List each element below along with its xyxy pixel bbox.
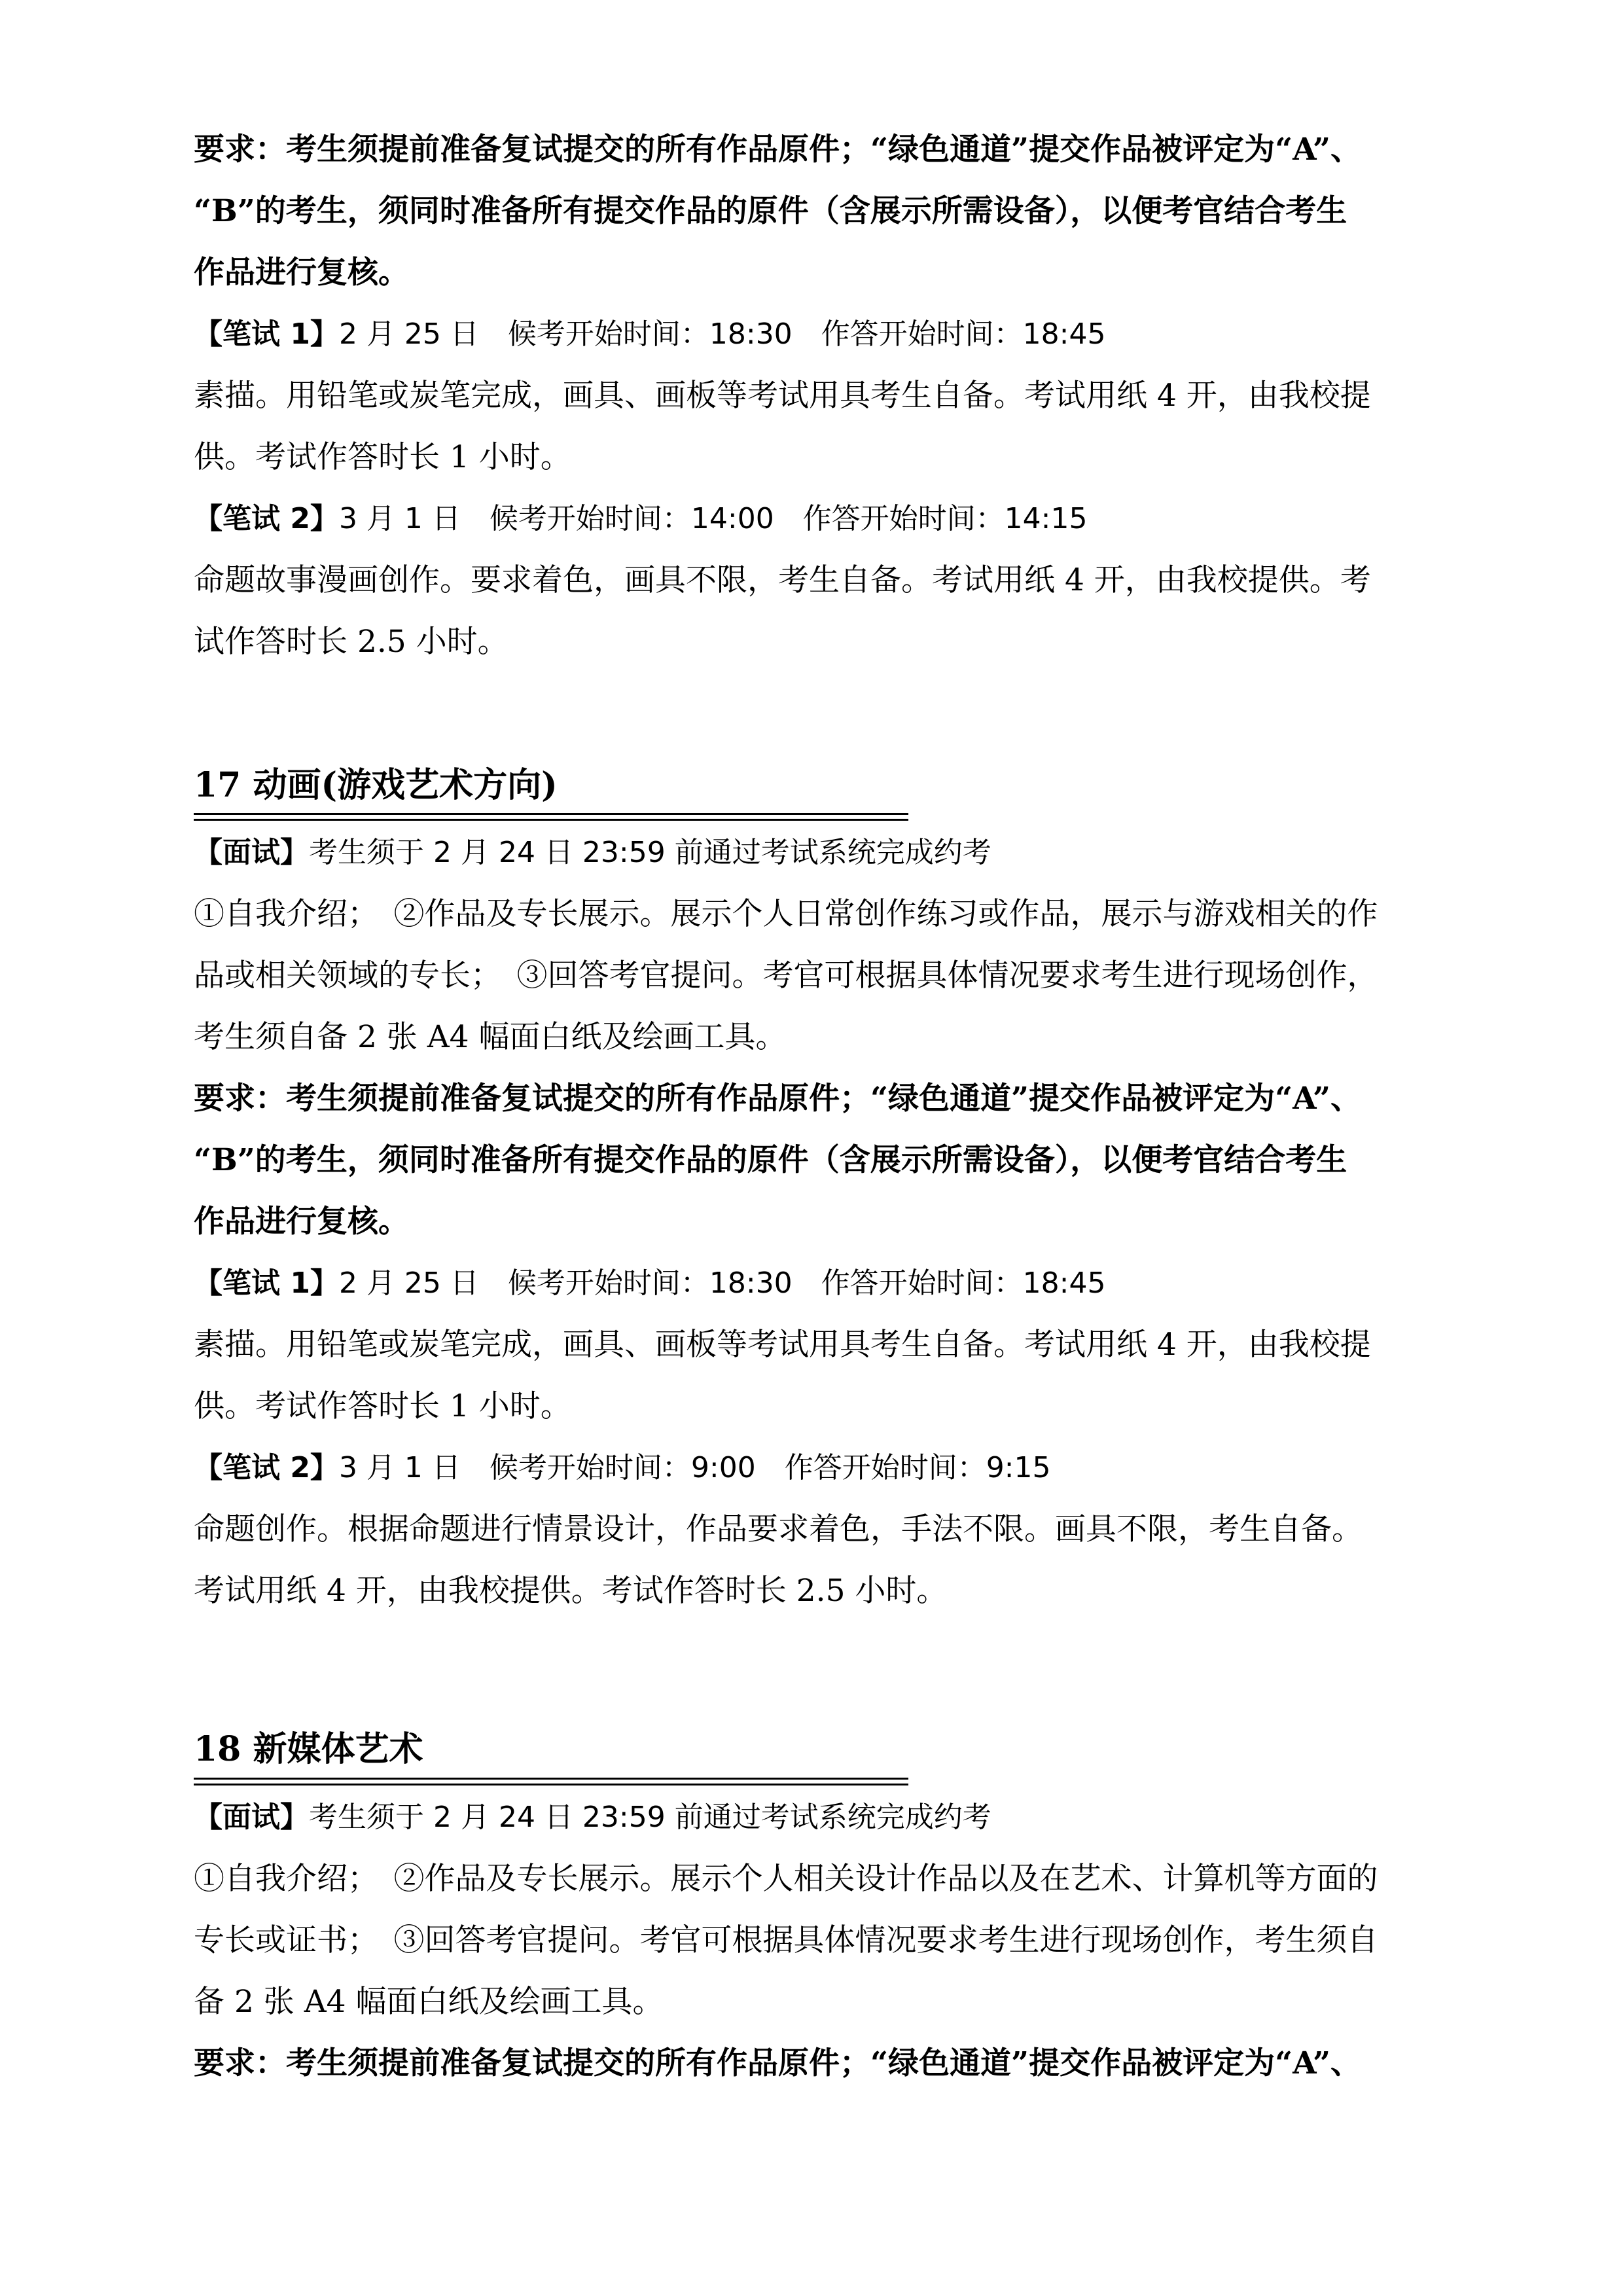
interview-heading bbox=[194, 1787, 1450, 1848]
section-18 bbox=[194, 1723, 1450, 1776]
written-exam-1-heading bbox=[194, 1253, 1450, 1314]
requirement-line: 要求：考生须提前准备复试提交的所有作品原件；“绿色通道”提交作品被评定为“A”、 bbox=[194, 2045, 1362, 2081]
written-exam-2-desc: 试作答时长 2.5 小时。 bbox=[194, 624, 508, 660]
interview-tag: 【面试】 bbox=[194, 836, 309, 869]
written-exam-1-heading bbox=[194, 304, 1450, 365]
written-exam-2-tag: 【笔试 2】 bbox=[194, 1451, 339, 1484]
written-exam-1-info: 2 月 25 日 候考开始时间：18:30 作答开始时间：18:45 bbox=[338, 1266, 1106, 1300]
written-exam-1-tag: 【笔试 1】 bbox=[194, 1266, 339, 1300]
section-18-title-rule bbox=[194, 1778, 908, 1785]
written-exam-1-desc: 素描。用铅笔或炭笔完成，画具、画板等考试用具考生自备。考试用纸 4 开，由我校提 bbox=[194, 378, 1371, 414]
written-exam-1-desc: 素描。用铅笔或炭笔完成，画具、画板等考试用具考生自备。考试用纸 4 开，由我校提 bbox=[194, 1327, 1371, 1363]
requirement-line: “B”的考生，须同时准备所有提交作品的原件（含展示所需设备），以便考官结合考生 bbox=[194, 193, 1347, 229]
written-exam-2-heading bbox=[194, 488, 1450, 550]
written-exam-2-info: 3 月 1 日 候考开始时间：9:00 作答开始时间：9:15 bbox=[338, 1451, 1051, 1484]
section-18-title: 18 新媒体艺术 bbox=[194, 1729, 423, 1769]
section-17 bbox=[194, 759, 1450, 812]
written-exam-1-tag: 【笔试 1】 bbox=[194, 317, 339, 351]
written-exam-2-desc: 命题故事漫画创作。要求着色，画具不限，考生自备。考试用纸 4 开，由我校提供。考 bbox=[194, 562, 1371, 598]
requirement-line: 要求：考生须提前准备复试提交的所有作品原件；“绿色通道”提交作品被评定为“A”、 bbox=[194, 132, 1362, 168]
interview-info: 考生须于 2 月 24 日 23:59 前通过考试系统完成约考 bbox=[309, 1801, 991, 1834]
section-17-body bbox=[194, 822, 1450, 1622]
written-exam-2-tag: 【笔试 2】 bbox=[194, 502, 339, 535]
interview-desc: 专长或证书； ③回答考官提问。考官可根据具体情况要求考生进行现场创作，考生须自 bbox=[194, 1922, 1378, 1958]
interview-tag: 【面试】 bbox=[194, 1801, 309, 1834]
interview-heading bbox=[194, 822, 1450, 884]
interview-info: 考生须于 2 月 24 日 23:59 前通过考试系统完成约考 bbox=[309, 836, 991, 869]
written-exam-2-info: 3 月 1 日 候考开始时间：14:00 作答开始时间：14:15 bbox=[338, 502, 1088, 535]
written-exam-1-desc: 供。考试作答时长 1 小时。 bbox=[194, 439, 571, 475]
section-18-body bbox=[194, 1787, 1450, 2094]
written-exam-2-desc: 考试用纸 4 开，由我校提供。考试作答时长 2.5 小时。 bbox=[194, 1573, 948, 1609]
written-exam-1-desc: 供。考试作答时长 1 小时。 bbox=[194, 1388, 571, 1424]
section-16-continued bbox=[194, 119, 1450, 673]
written-exam-2-desc: 命题创作。根据命题进行情景设计，作品要求着色，手法不限。画具不限，考生自备。 bbox=[194, 1511, 1363, 1547]
requirement-line: “B”的考生，须同时准备所有提交作品的原件（含展示所需设备），以便考官结合考生 bbox=[194, 1142, 1347, 1178]
requirement-line: 作品进行复核。 bbox=[194, 1204, 409, 1240]
interview-desc: 考生须自备 2 张 A4 幅面白纸及绘画工具。 bbox=[194, 1019, 787, 1055]
section-17-title-rule bbox=[194, 813, 908, 821]
interview-desc: ①自我介绍； ②作品及专长展示。展示个人相关设计作品以及在艺术、计算机等方面的 bbox=[194, 1861, 1378, 1897]
interview-desc: ①自我介绍； ②作品及专长展示。展示个人日常创作练习或作品，展示与游戏相关的作 bbox=[194, 896, 1378, 932]
requirement-line: 作品进行复核。 bbox=[194, 255, 409, 291]
written-exam-1-info: 2 月 25 日 候考开始时间：18:30 作答开始时间：18:45 bbox=[338, 317, 1106, 351]
interview-desc: 品或相关领域的专长； ③回答考官提问。考官可根据具体情况要求考生进行现场创作， bbox=[194, 958, 1378, 994]
section-17-title: 17 动画(游戏艺术方向) bbox=[194, 765, 558, 805]
interview-desc: 备 2 张 A4 幅面白纸及绘画工具。 bbox=[194, 1984, 664, 2020]
written-exam-2-heading bbox=[194, 1437, 1450, 1499]
requirement-line: 要求：考生须提前准备复试提交的所有作品原件；“绿色通道”提交作品被评定为“A”、 bbox=[194, 1081, 1362, 1117]
